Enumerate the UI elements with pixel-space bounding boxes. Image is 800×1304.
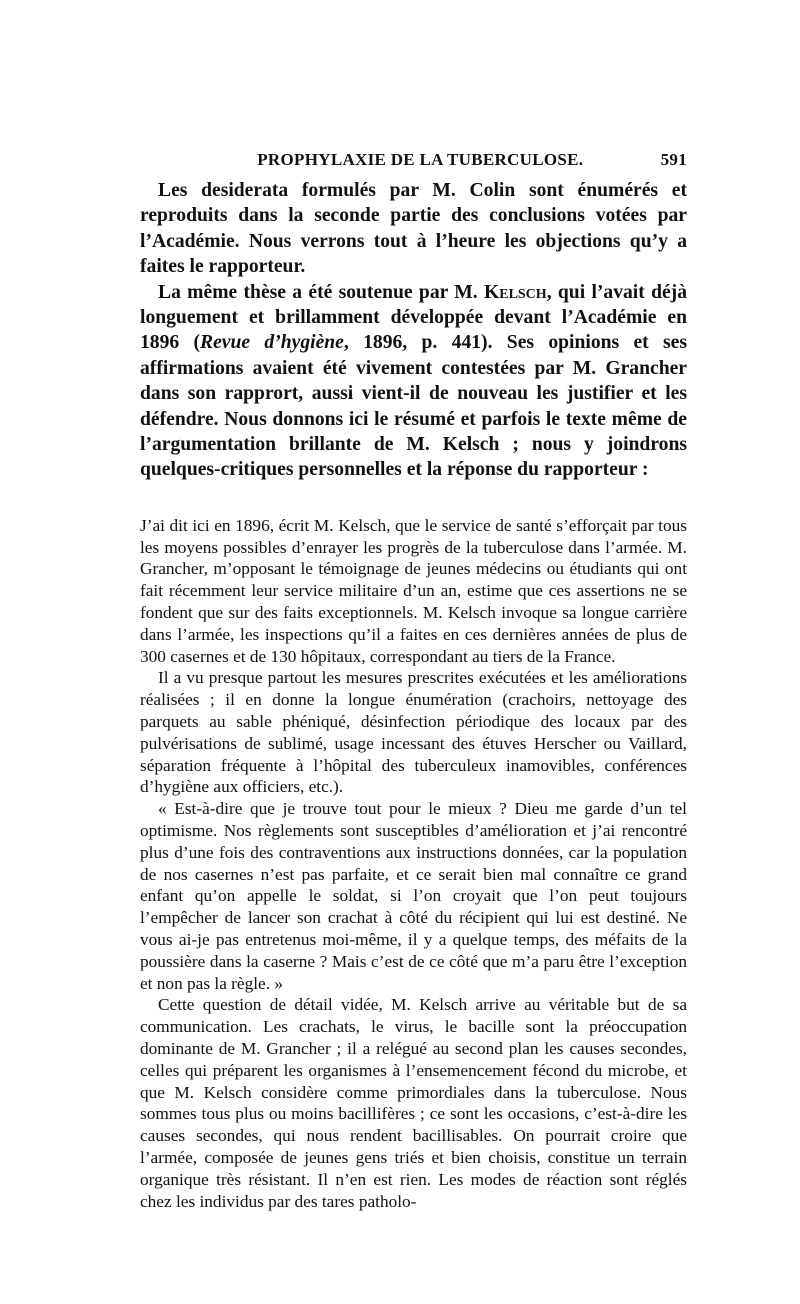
quote-paragraph-1: J’ai dit ici en 1896, écrit M. Kelsch, que le service de santé s’efforçait par tous les moyens possibles d’enrayer les progrès de la tuberculose dans l’armée. M. Grancher, m’opposant le témoignage de jeunes médecins ou étudiants qui ont fait récemment leur service militaire d’un an, estime que ces assertions ne se fondent que sur des faits exceptionnels. M. Kelsch invoque sa longue carrière dans l’armée, les inspections qu’il a faites en ces dernières années de plus de 300 casernes et de 130 hôpitaux, correspondant au tiers de la France. [140, 515, 687, 666]
page-number: 591 [660, 150, 687, 169]
p2-end: , 1896, p. 441). Ses opinions et ses affirmations avaient été vivement contestées par M. Grancher dans son rapprort, aussi vient-il de nouveau les justifier et les défendre. Nous donnons ici le résumé et parfois le texte même de l’argumentation brillante de M. Kelsch ; nous y joindrons quelques-critiques personnelles et la réponse du rapporteur : [140, 332, 687, 481]
running-title: PROPHYLAXIE DE LA TUBERCULOSE. [257, 150, 584, 169]
quote-paragraph-4: Cette question de détail vidée, M. Kelsch arrive au véritable but de sa communication. Les crachats, le virus, le bacille sont la préoccupation dominante de M. Grancher ; il a relégué au second plan les causes secondes, celles qui préparent les organismes à l’ensemencement fécond du microbe, et que M. Kelsch considère comme primordiales dans la tuberculose. Nous sommes tous plus ou moins bacillifères ; ce sont les occasions, c’est-à-dire les causes secondes, qui nous rendent bacillisables. On pourrait croire que l’armée, composée de jeunes gens triés et bien choisis, constitue un terrain organique très résistant. Il n’en est rien. Les modes de réaction sont réglés chez les individus par des tares patholo- [140, 995, 687, 1211]
section-gap [140, 483, 687, 515]
body-paragraph-1: Les desiderata formulés par M. Colin sont énumérés et reproduits dans la seconde partie des conclusions votées par l’Académie. Nous verrons tout à l’heure les objections qu’y a faites le rapporteur. [140, 180, 687, 278]
body-paragraph-2 [140, 280, 687, 483]
p2-start: La même thèse a été soutenue par M. [158, 281, 484, 303]
p2-mid: , qui l’avait déjà longuement et brillamment développée devant l’Académie en 1896 ( [140, 281, 687, 354]
quote-paragraph-2: Il a vu presque partout les mesures prescrites exécutées et les améliorations réalisées ; il en donne la longue énumération (crachoirs, nettoyage des parquets au sable phéniqué, désinfection périodique des locaux par des pulvérisations de sublimé, usage incessant des étuves Herscher ou Vaillard, séparation fréquente à l’hôpital des tuberculeux inamovibles, conférences d’hygiène aux officiers, etc.). [140, 668, 687, 797]
journal-reference: Revue d’hygiène [200, 332, 344, 354]
author-name-kelsch: Kelsch [483, 281, 547, 303]
quote-paragraph-3: « Est-à-dire que je trouve tout pour le mieux ? Dieu me garde d’un tel optimisme. Nos règlements sont susceptibles d’amélioration et j’ai rencontré plus d’une fois des contraventions aux instructions données, car la population de nos casernes n’est pas parfaite, et ce serait bien mal connaître ce grand enfant qu’on appelle le soldat, si l’on croyait que l’on peut toujours l’empêcher de lancer son crachat à côté du récipient qui lui est destiné. Ne vous ai-je pas entretenus moi-même, il y a quelque temps, des méfaits de la poussière dans la caserne ? Mais c’est de ce côté que m’a paru être l’exception et non pas la règle. » [140, 799, 687, 993]
running-head [140, 150, 687, 170]
